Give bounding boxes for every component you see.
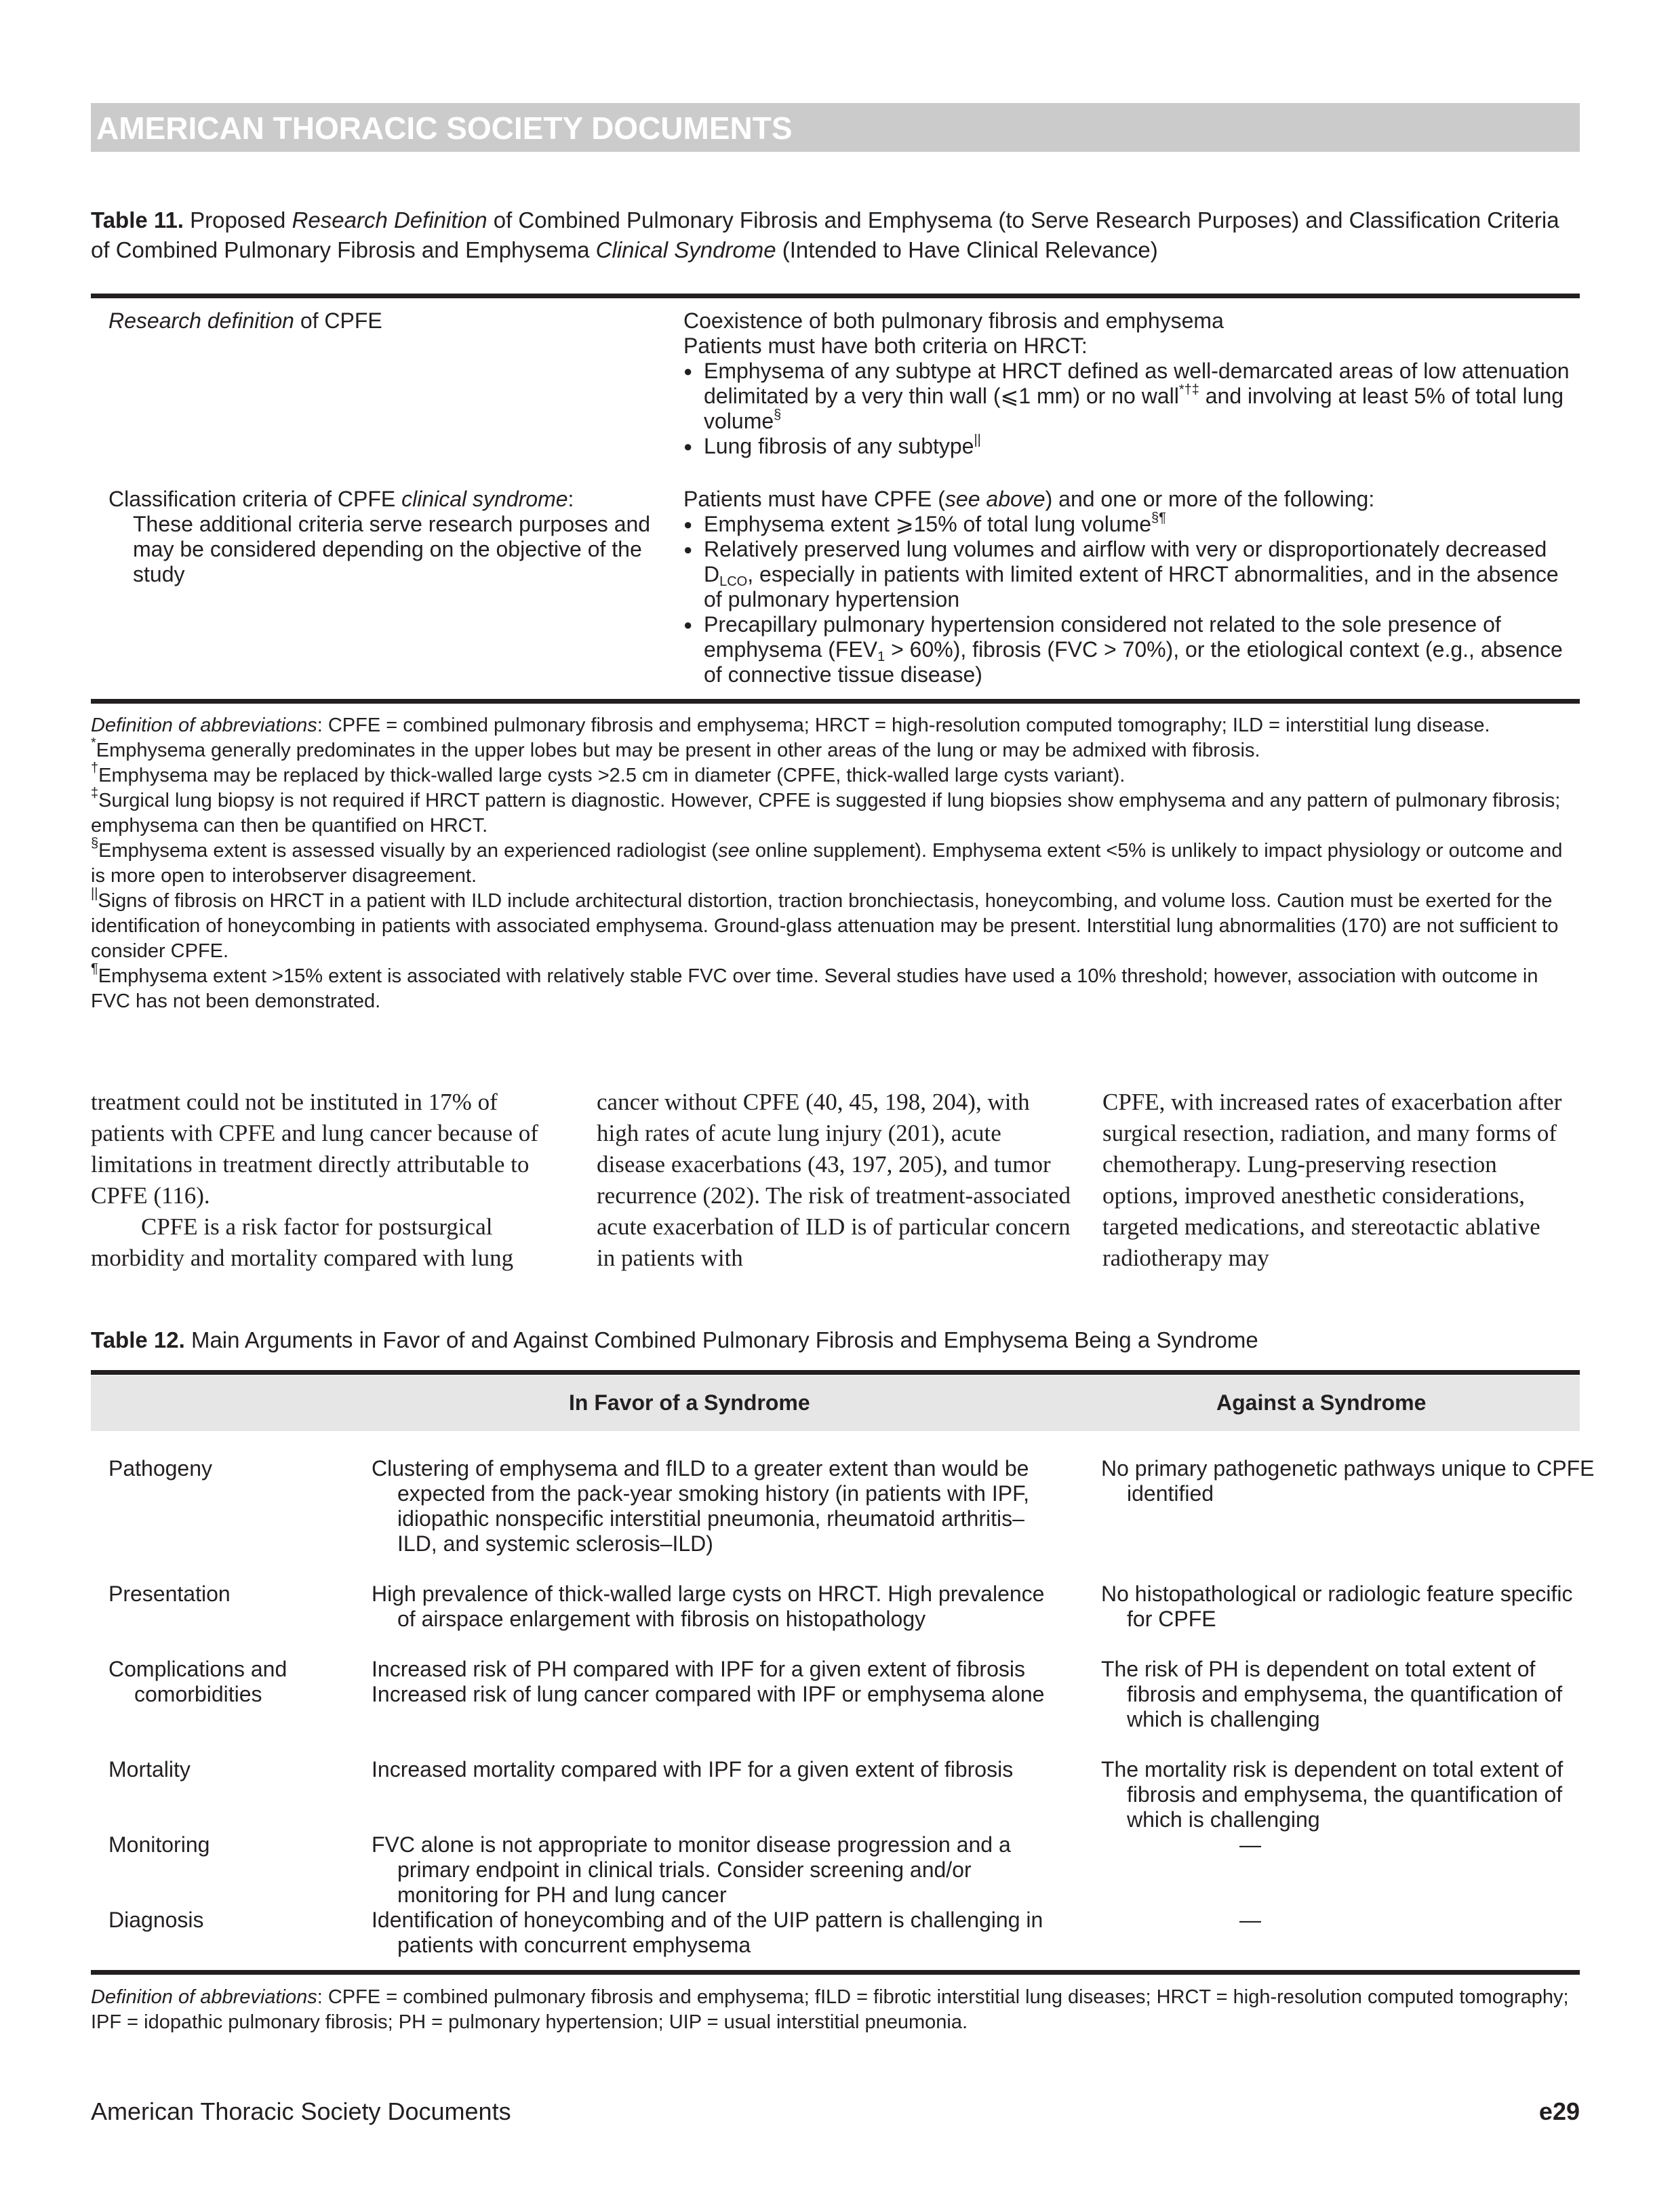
row-label: Classification criteria of CPFE clinical syndrome: These additional criteria serve research purposes and may be considered depending on the objective of the study — [108, 487, 651, 586]
criteria-bullet: ● Emphysema extent ⩾15% of total lung volume§¶ — [683, 512, 1578, 537]
table12-top-rule — [91, 1370, 1580, 1375]
criteria-bullet: ● Relatively preserved lung volumes and airflow with very or disproportionately decreased $D_{LCO}$, especially in patients with limited extent of HRCT abnormalities, and in the absence of pulmonary hypertension — [683, 537, 1578, 612]
row-label: Research definition of CPFE — [108, 308, 382, 333]
footnote: *Emphysema generally predominates in the upper lobes but may be present in other areas of the lung or may be admixed with fibrosis. — [91, 736, 1260, 761]
column-header-favor: In Favor of a Syndrome — [569, 1390, 810, 1415]
table11-footnotes — [91, 713, 1580, 1014]
footnote: §Emphysema extent is assessed visually by an experienced radiologist (see online supplement). Emphysema extent <5% is unlikely to impact physiology or outcome and is more open to interobserver disagreement. — [91, 836, 1563, 887]
table11-top-rule — [91, 294, 1580, 298]
row-criteria: Patients must have CPFE (see above) and one or more of the following: ● Emphysema extent ⩾15% of total lung volume§¶ ● Relatively preserved lung volumes and airflow with very or disproportionately decreased $D_{LCO}$, especially in patients with limited extent of HRCT abnormalities, and in the absence of pulmonary hypertension ● Precapillary pulmonary hypertension considered not related to the sole presence of emphysema $(FEV_1 > 60\%)$, fibrosis (FVC > 70%), or the etiological context (e.g., absence of connective tissue disease) — [683, 487, 1578, 687]
abbreviations-note: Definition of abbreviations: CPFE = combined pulmonary fibrosis and emphysema; HRCT = high-resolution computed tomography; ILD = interstitial lung disease. — [91, 715, 1490, 736]
page-number: e29 — [1538, 2097, 1580, 2125]
section-banner — [91, 103, 1580, 152]
footnote: †Emphysema may be replaced by thick-walled large cysts >2.5 cm in diameter (CPFE, thick-walled large cysts variant). — [91, 761, 1126, 786]
abbreviations-note: Definition of abbreviations: CPFE = combined pulmonary fibrosis and emphysema; fILD = fibrotic interstitial lung diseases; HRCT = high-resolution computed tomography; IPF = idopathic pulmonary fibrosis; PH = pulmonary hypertension; UIP = usual interstitial pneumonia. — [91, 1986, 1569, 2033]
table12-footnotes — [91, 1985, 1580, 2035]
body-column-3: CPFE, with increased rates of exacerbation after surgical resection, radiation, and many forms of chemotherapy. Lung-preserving resection options, improved anesthetic considerations, targeted medications, and stereotactic ablative radiotherapy may — [1102, 1089, 1562, 1271]
criteria-bullet: ● Precapillary pulmonary hypertension considered not related to the sole presence of emphysema $(FEV_1 > 60\%)$, fibrosis (FVC > 70%), or the etiological context (e.g., absence of connective tissue disease) — [683, 612, 1578, 687]
table11-caption: Table 11. Proposed Research Definition of Combined Pulmonary Fibrosis and Emphysema (to Serve Research Purposes) and Classification Criteria of Combined Pulmonary Fibrosis and Emphysema Clinical Syndrome (Intended to Have Clinical Relevance) — [91, 207, 1559, 262]
footnote: ¶Emphysema extent >15% extent is associated with relatively stable FVC over time. Several studies have used a 10% threshold; however, association with outcome in FVC has not been demonstrated. — [91, 961, 1538, 1012]
criteria-bullet: ● Lung fibrosis of any subtype|| — [683, 434, 1578, 459]
table12-caption: Table 12. Main Arguments in Favor of and Against Combined Pulmonary Fibrosis and Emphysema Being a Syndrome — [91, 1327, 1258, 1352]
table12-label: Table 12. — [91, 1327, 185, 1352]
banner-title: AMERICAN THORACIC SOCIETY DOCUMENTS — [96, 110, 793, 146]
column-header-against: Against a Syndrome — [1216, 1390, 1427, 1415]
criteria-bullet: ● Emphysema of any subtype at HRCT defined as well-demarcated areas of low attenuation delimitated by a very thin wall (⩽1 mm) or no wall*†‡ and involving at least 5% of total lung volume§ — [683, 359, 1578, 434]
row-criteria: Coexistence of both pulmonary fibrosis and emphysema Patients must have both criteria on HRCT: ● Emphysema of any subtype at HRCT defined as well-demarcated areas of low attenuation delimitated by a very thin wall (⩽1 mm) or no wall*†‡ and involving at least 5% of total lung volume§ ● Lung fibrosis of any subtype|| — [683, 308, 1578, 459]
journal-name: American Thoracic Society Documents — [91, 2097, 511, 2125]
table11-bottom-rule — [91, 699, 1580, 704]
footnote: ||Signs of fibrosis on HRCT in a patient with ILD include architectural distortion, traction bronchiectasis, honeycombing, and volume loss. Caution must be exerted for the identification of honeycombing in patients with associated emphysema. Ground-glass attenuation may be present. Interstitial lung abnormalities (170) are not sufficient to consider CPFE. — [91, 886, 1559, 962]
table12-bottom-rule — [91, 1970, 1580, 1975]
footnote: ‡Surgical lung biopsy is not required if HRCT pattern is diagnostic. However, CPFE is suggested if lung biopsies show emphysema and any pattern of pulmonary fibrosis; emphysema can then be quantified on HRCT. — [91, 786, 1561, 837]
body-column-1: treatment could not be instituted in 17% of patients with CPFE and lung cancer because of limitations in treatment directly attributable to CPFE (116). CPFE is a risk factor for postsurgical morbidity and mortality compared with lung — [91, 1089, 538, 1271]
table11-label: Table 11. — [91, 207, 184, 233]
body-column-2: cancer without CPFE (40, 45, 198, 204), with high rates of acute lung injury (201), acute disease exacerbations (43, 197, 205), and tumor recurrence (202). The risk of treatment-associated acute exacerbation of ILD is of particular concern in patients with — [597, 1089, 1071, 1271]
table12-header-row — [91, 1375, 1580, 1431]
